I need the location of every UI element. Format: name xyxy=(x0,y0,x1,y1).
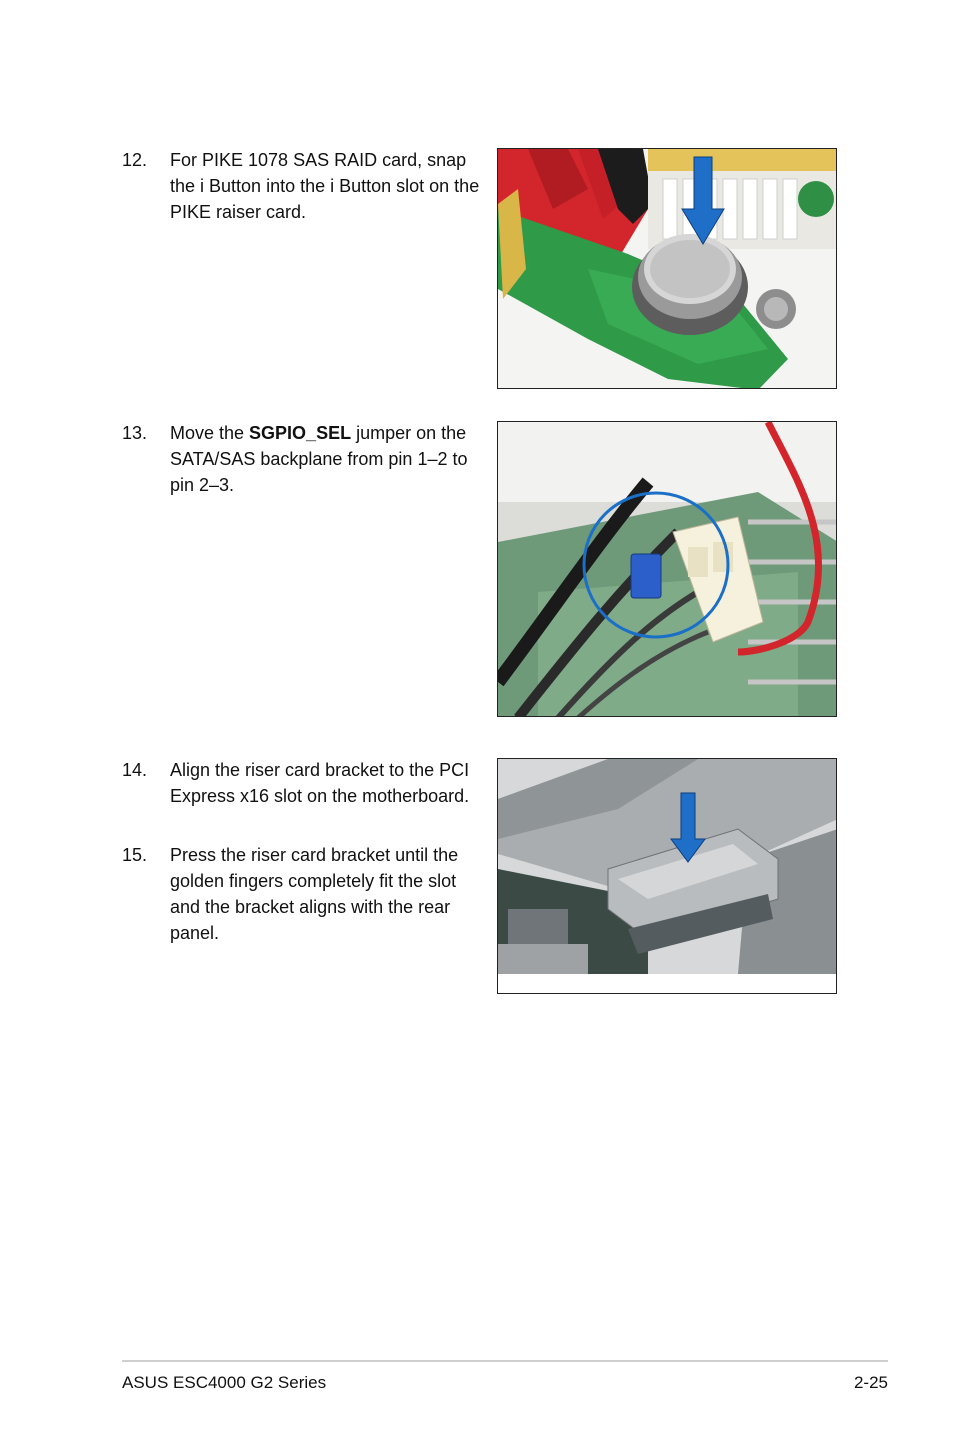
step-number: 13. xyxy=(122,423,148,443)
footer-product-name: ASUS ESC4000 G2 Series xyxy=(122,1373,327,1392)
riser-illustration xyxy=(498,759,837,994)
ibutton-photo xyxy=(497,148,837,389)
step-number: 12. xyxy=(122,150,148,170)
step-number: 14. xyxy=(122,760,148,780)
ibutton-illustration xyxy=(498,149,837,389)
step-text: For PIKE 1078 SAS RAID card, snap the i Button into the i Button slot on the PIKE raiser card. xyxy=(170,150,480,222)
footer-divider xyxy=(122,1360,888,1362)
step-text: Press the riser card bracket until the golden fingers completely fit the slot and the bracket aligns with the rear panel. xyxy=(170,845,459,943)
sgpio-illustration xyxy=(498,422,837,717)
step-text-part: jumper on the SATA/SAS backplane from pin 1–2 to pin 2–3. xyxy=(170,423,468,495)
riser-bracket-photo xyxy=(497,758,837,994)
step-text xyxy=(170,420,482,498)
step-text: Align the riser card bracket to the PCI Express x16 slot on the motherboard. xyxy=(170,760,470,806)
step-text-part: Move the xyxy=(170,423,250,443)
step-number: 15. xyxy=(122,845,148,865)
sgpio-jumper-photo xyxy=(497,421,837,717)
page-number: 2-25 xyxy=(853,1373,888,1392)
sgpio-sel-label: SGPIO_SEL xyxy=(249,423,352,443)
